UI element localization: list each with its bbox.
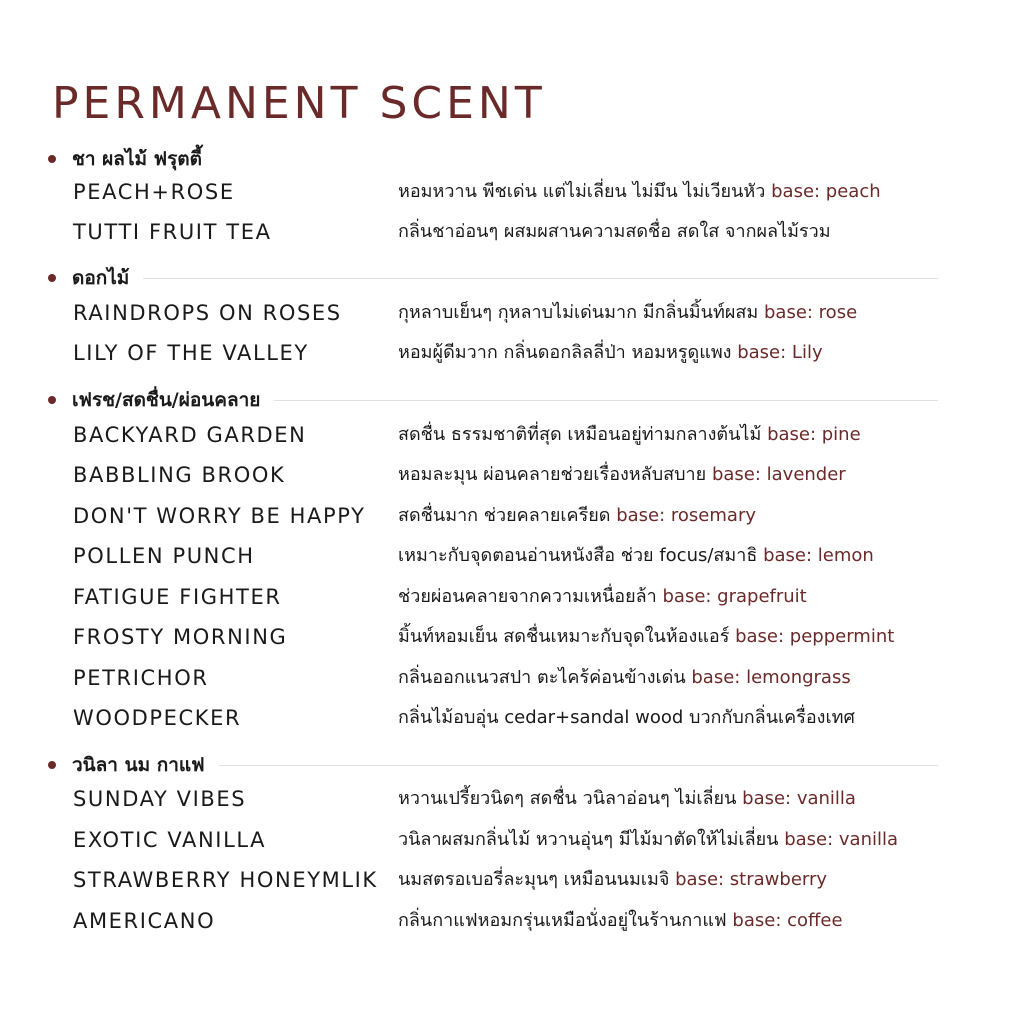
scent-row [0, 417, 1024, 453]
section-header [48, 145, 938, 173]
section-divider [143, 278, 938, 279]
scent-base-note: base: rose [763, 302, 858, 323]
scent-base-note: base: vanilla [742, 788, 856, 809]
scent-description [398, 781, 856, 817]
scent-description-text: กลิ่นชาอ่อนๆ ผสมผสานความสดชื่อ สดใส จากผลไม้รวม [398, 221, 831, 242]
scent-description [398, 862, 827, 898]
scent-row [0, 579, 1024, 615]
bullet-icon [48, 155, 56, 163]
scent-description [398, 457, 846, 493]
scent-name: DON'T WORRY BE HAPPY [73, 504, 366, 528]
bullet-icon [48, 396, 56, 404]
scent-base-note: base: strawberry [675, 869, 828, 890]
scent-description-text: มิ้นท์หอมเย็น สดชื่นเหมาะกับจุดในห้องแอร์ [398, 626, 730, 647]
bullet-icon [48, 761, 56, 769]
scent-name: AMERICANO [73, 909, 216, 933]
scent-description-text: กลิ่นออกแนวสปา ตะไคร้ค่อนข้างเด่น [398, 667, 686, 688]
scent-base-note: base: Lily [737, 342, 823, 363]
scent-description [398, 538, 874, 574]
section-divider [219, 765, 938, 766]
scent-row [0, 822, 1024, 858]
section-label: วนิลา นม กาแฟ [72, 754, 205, 776]
scent-description-text: หอมหวาน พีชเด่น แต่ไม่เลี่ยน ไม่มึน ไม่เวียนหัว [398, 181, 766, 202]
scent-base-note: base: lemongrass [691, 667, 851, 688]
scent-row [0, 538, 1024, 574]
scent-row [0, 214, 1024, 250]
scent-row [0, 781, 1024, 817]
scent-base-note: base: peppermint [735, 626, 895, 647]
scent-description-text: กุหลาบเย็นๆ กุหลาบไม่เด่นมาก มีกลิ่นมิ้นท์ผสม [398, 302, 759, 323]
scent-name: EXOTIC VANILLA [73, 828, 267, 852]
scent-description-text: เหมาะกับจุดตอนอ่านหนังสือ ช่วย focus/สมาธิ [398, 545, 758, 566]
scent-description-text: ช่วยผ่อนคลายจากความเหนื่อยล้า [398, 586, 657, 607]
section-header [48, 264, 938, 292]
scent-base-note: base: pine [767, 424, 861, 445]
scent-name: FROSTY MORNING [73, 625, 288, 649]
scent-description-text: สดชื่น ธรรมชาติที่สุด เหมือนอยู่ท่ามกลางต้นไม้ [398, 424, 762, 445]
scent-description [398, 700, 855, 736]
scent-base-note: base: peach [771, 181, 881, 202]
scent-row [0, 903, 1024, 939]
scent-row [0, 457, 1024, 493]
scent-description-text: หอมผู้ดีมวาก กลิ่นดอกลิลลี่ป่า หอมหรูดูแพง [398, 342, 732, 363]
scent-name: TUTTI FRUIT TEA [73, 220, 272, 244]
scent-name: STRAWBERRY HONEYMLIK [73, 868, 378, 892]
scent-description-text: กลิ่นกาแฟหอมกรุ่นเหมือนั่งอยู่ในร้านกาแฟ [398, 910, 727, 931]
scent-row [0, 174, 1024, 210]
scent-row [0, 335, 1024, 371]
page-title: PERMANENT SCENT [52, 78, 546, 129]
scent-description [398, 822, 898, 858]
scent-description-text: วนิลาผสมกลิ่นไม้ หวานอุ่นๆ มีไม้มาตัดให้ไม่เลี่ยน [398, 829, 779, 850]
scent-description [398, 174, 881, 210]
section-header [48, 751, 938, 779]
scent-description [398, 214, 831, 250]
scent-description [398, 579, 807, 615]
scent-base-note: base: lavender [711, 464, 846, 485]
scent-description-text: นมสตรอเบอรี่ละมุนๆ เหมือนนมเมจิ [398, 869, 670, 890]
scent-base-note: base: vanilla [784, 829, 899, 850]
scent-base-note: base: rosemary [616, 505, 756, 526]
scent-base-note: base: coffee [732, 910, 843, 931]
scent-row [0, 700, 1024, 736]
scent-name: PETRICHOR [73, 666, 209, 690]
scent-name: BACKYARD GARDEN [73, 423, 307, 447]
scent-name: WOODPECKER [73, 706, 242, 730]
scent-base-note: base: lemon [763, 545, 874, 566]
scent-description [398, 335, 823, 371]
section-label: เฟรช/สดชื่น/ผ่อนคลาย [72, 389, 261, 411]
scent-row [0, 660, 1024, 696]
scent-name: LILY OF THE VALLEY [73, 341, 309, 365]
scent-description [398, 619, 894, 655]
scent-description [398, 417, 861, 453]
scent-description-text: หอมละมุน ผ่อนคลายช่วยเรื่องหลับสบาย [398, 464, 707, 485]
scent-base-note: base: grapefruit [662, 586, 807, 607]
scent-row [0, 862, 1024, 898]
scent-name: FATIGUE FIGHTER [73, 585, 282, 609]
section-divider [274, 400, 938, 401]
scent-name: POLLEN PUNCH [73, 544, 255, 568]
bullet-icon [48, 274, 56, 282]
scent-row [0, 498, 1024, 534]
scent-description-text: กลิ่นไม้อบอุ่น cedar+sandal wood บวกกับกลิ่นเครื่องเทศ [398, 707, 855, 728]
section-label: ดอกไม้ [72, 267, 130, 289]
scent-description [398, 295, 857, 331]
scent-description-text: สดชื่นมาก ช่วยคลายเครียด [398, 505, 611, 526]
scent-name: SUNDAY VIBES [73, 787, 247, 811]
scent-name: PEACH+ROSE [73, 180, 235, 204]
scent-description [398, 498, 756, 534]
scent-description-text: หวานเปรี้ยวนิดๆ สดชื่น วนิลาอ่อนๆ ไม่เลี่ยน [398, 788, 737, 809]
scent-description [398, 660, 851, 696]
section-label: ชา ผลไม้ ฟรุตตี้ [72, 148, 202, 170]
scent-row [0, 295, 1024, 331]
scent-row [0, 619, 1024, 655]
section-header [48, 386, 938, 414]
scent-description [398, 903, 843, 939]
scent-name: BABBLING BROOK [73, 463, 286, 487]
scent-name: RAINDROPS ON ROSES [73, 301, 342, 325]
